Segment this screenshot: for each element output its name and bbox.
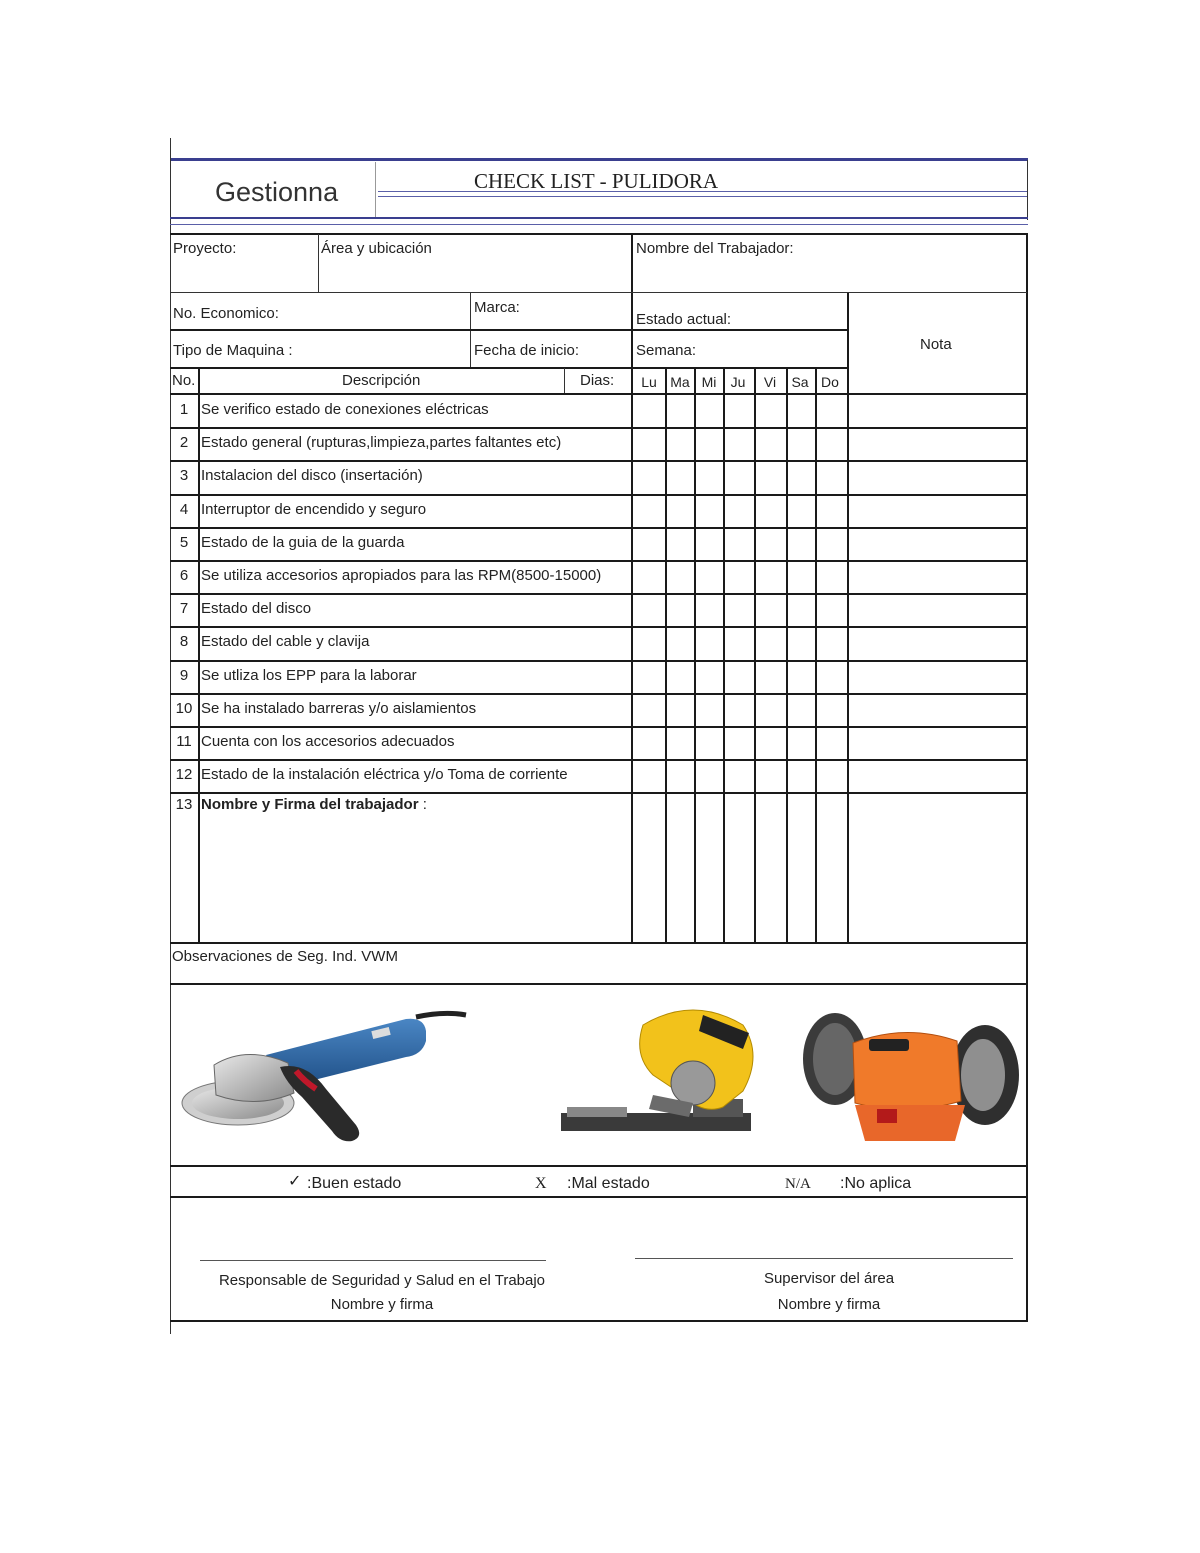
bottom-right-edge [1026, 984, 1028, 1322]
row-number: 2 [179, 434, 189, 452]
row-description: Instalacion del disco (insertación) [201, 467, 423, 485]
day-header-do: Do [821, 374, 839, 390]
label-proyecto: Proyecto: [173, 240, 237, 257]
table-bottom-line [170, 942, 1028, 944]
info-top-line [170, 233, 1028, 235]
row-divider [170, 693, 1028, 695]
day-header-ma: Ma [670, 374, 690, 390]
row-divider [170, 660, 1028, 662]
row-description: Estado de la guia de la guarda [201, 533, 405, 551]
row-divider [170, 460, 1028, 462]
row-number: 8 [179, 633, 189, 651]
row-description: Se utliza los EPP para la laborar [201, 666, 417, 684]
label-area: Área y ubicación [321, 240, 432, 257]
day-column-divider [815, 368, 817, 942]
signature-line-left [200, 1260, 546, 1261]
label-fecha-inicio: Fecha de inicio: [474, 342, 580, 359]
day-column-divider [665, 368, 667, 942]
header-bottom-rule [170, 217, 1028, 219]
label-marca: Marca: [474, 299, 520, 316]
row-number: 9 [179, 666, 189, 684]
info-line-2 [170, 292, 1027, 293]
observaciones-bottom-line [170, 983, 1028, 985]
day-header-sa: Sa [791, 374, 809, 390]
row-divider [170, 494, 1028, 496]
row-number: 1 [179, 401, 189, 418]
day-header-lu: Lu [641, 374, 657, 390]
divider-main-right [631, 234, 633, 942]
row-description: Estado de la instalación eléctrica y/o Toma de corriente [201, 766, 568, 784]
table-header-bottom [170, 393, 1028, 395]
divider-dias [564, 368, 565, 393]
legend-bottom-line [170, 1196, 1028, 1198]
legend-top-line [170, 1165, 1028, 1167]
label-tipo-maquina: Tipo de Maquina : [173, 342, 293, 359]
label-no-economico: No. Economico: [173, 305, 279, 322]
col-header-no: No. [172, 372, 196, 389]
cutoff-saw-image [553, 995, 773, 1155]
table-right-edge [1026, 393, 1028, 983]
day-header-ju: Ju [730, 374, 746, 390]
day-header-vi: Vi [763, 374, 777, 390]
row-divider [170, 560, 1028, 562]
row-description: Se ha instalado barreras y/o aislamientos [201, 699, 477, 717]
signature-left-title: Responsable de Seguridad y Salud en el Trabajo [218, 1272, 546, 1289]
day-column-divider [723, 368, 725, 942]
info-line-3 [170, 329, 848, 331]
row-number: 4 [179, 500, 189, 518]
signature-right-sub: Nombre y firma [777, 1296, 881, 1313]
divider-marca [470, 293, 471, 369]
divider-proyecto [318, 234, 319, 292]
legend-na-symbol: N/A [785, 1176, 811, 1192]
row-divider [170, 792, 1028, 794]
logo-text: Gestionna [215, 177, 339, 207]
row-number: 10 [175, 699, 193, 717]
signature-right-title: Supervisor del área [763, 1270, 895, 1287]
row-description: Se verifico estado de conexiones eléctricas [201, 401, 489, 418]
legend-na: :No aplica [840, 1175, 912, 1192]
legend-x-symbol: X [535, 1175, 547, 1192]
label-semana: Semana: [636, 342, 697, 359]
info-line-4 [170, 367, 848, 369]
signature-line-right [635, 1258, 1013, 1259]
row-divider [170, 427, 1028, 429]
row-divider [170, 726, 1028, 728]
row-number: 12 [175, 766, 193, 784]
label-nota: Nota [920, 336, 952, 353]
day-column-divider [694, 368, 696, 942]
observaciones-label: Observaciones de Seg. Ind. VWM [172, 948, 398, 965]
nota-column-divider [847, 393, 849, 942]
header-bottom-rule-2 [170, 224, 1028, 225]
divider-no-col [198, 368, 200, 942]
angle-grinder-image [176, 1005, 471, 1145]
header-right-edge [1027, 160, 1028, 220]
row-description: Cuenta con los accesorios adecuados [201, 733, 455, 750]
bench-grinder-image [795, 1005, 1025, 1150]
row-divider [170, 759, 1028, 761]
page-title: CHECK LIST - PULIDORA [474, 169, 719, 193]
row-number: 6 [179, 567, 189, 584]
legend-bad: :Mal estado [567, 1175, 650, 1192]
row-divider [170, 593, 1028, 595]
day-column-divider [754, 368, 756, 942]
row-description: Estado del cable y clavija [201, 633, 370, 651]
divider-nota [847, 293, 849, 393]
row-number: 5 [179, 533, 189, 551]
row-description: Se utiliza accesorios apropiados para las RPM(8500-15000) [201, 567, 602, 584]
info-right-edge [1026, 233, 1028, 393]
row-13-label: Nombre y Firma del trabajador : [201, 796, 427, 813]
day-header-mi: Mi [701, 374, 717, 390]
header-top-bar [170, 158, 1028, 161]
label-estado-actual: Estado actual: [636, 311, 732, 328]
row-description: Estado del disco [201, 600, 312, 618]
row-description: Interruptor de encendido y seguro [201, 500, 427, 518]
title-underline-2 [378, 196, 1027, 197]
day-column-divider [786, 368, 788, 942]
row-number: 3 [179, 467, 189, 485]
col-header-dias: Dias: [580, 372, 615, 389]
row-divider [170, 626, 1028, 628]
row-divider [170, 527, 1028, 529]
col-header-descripcion: Descripción [342, 372, 421, 389]
signature-left-sub: Nombre y firma [330, 1296, 434, 1313]
legend-good: :Buen estado [307, 1175, 402, 1192]
label-nombre-trabajador: Nombre del Trabajador: [636, 240, 794, 257]
row-number: 7 [179, 600, 189, 618]
row-13-number: 13 [175, 796, 193, 813]
title-underline [378, 191, 1027, 192]
check-icon: ✓ [288, 1173, 302, 1190]
row-number: 11 [176, 733, 192, 750]
form-bottom-line [170, 1320, 1028, 1322]
row-description: Estado general (rupturas,limpieza,partes faltantes etc) [201, 434, 562, 452]
